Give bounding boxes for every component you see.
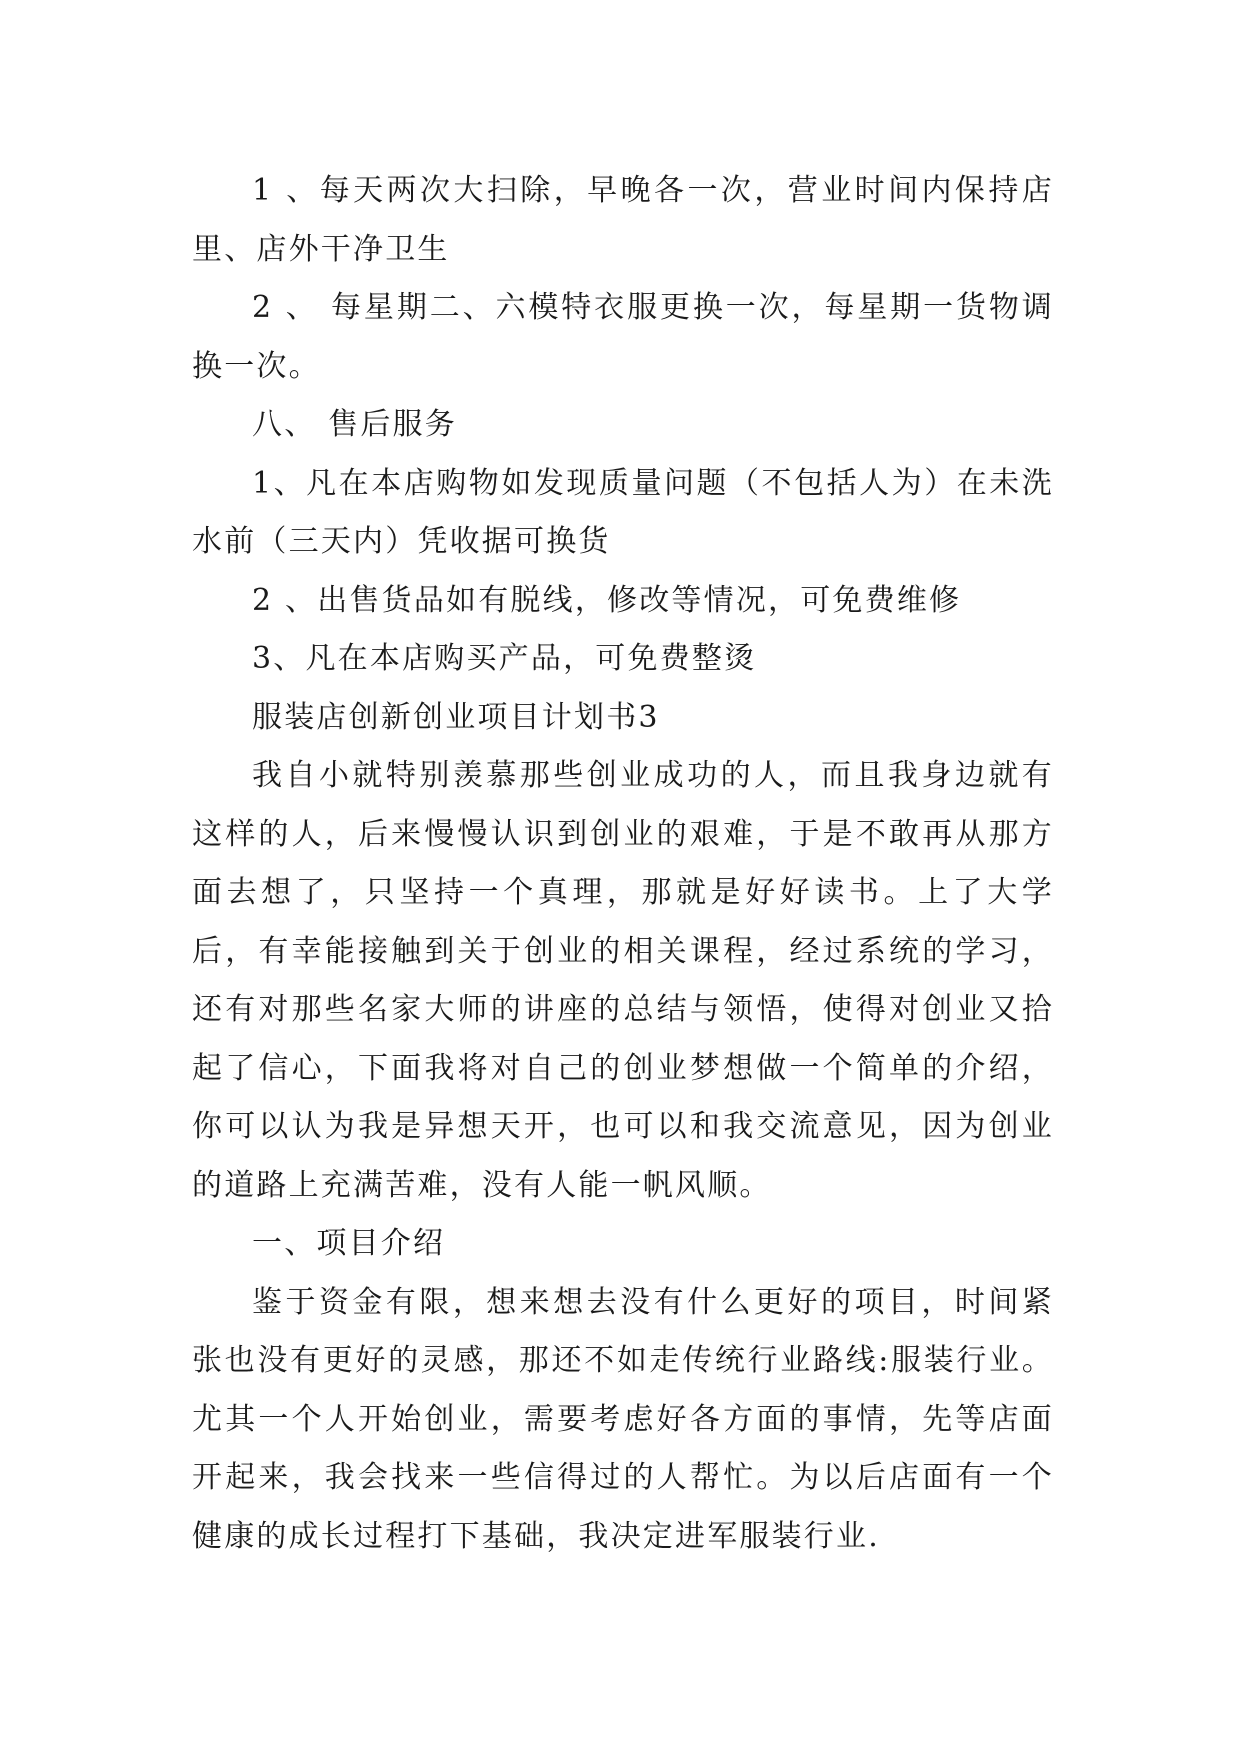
document-body	[192, 162, 1054, 1566]
paragraph-introduction: 我自小就特别羡慕那些创业成功的人，而且我身边就有这样的人，后来慢慢认识到创业的艰难，于是不敢再从那方面去想了，只坚持一个真理，那就是好好读书。上了大学后，有幸能接触到关于创业的相关课程，经过系统的学习，还有对那些名家大师的讲座的总结与领悟，使得对创业又拾起了信心，下面我将对自己的创业梦想做一个简单的介绍，你可以认为我是异想天开，也可以和我交流意见，因为创业的道路上充满苦难，没有人能一帆风顺。	[192, 758, 1054, 1203]
paragraph-mannequin-change: 2 、 每星期二、六模特衣服更换一次，每星期一货物调换一次。	[192, 290, 1054, 384]
paragraph-project-description: 鉴于资金有限，想来想去没有什么更好的项目，时间紧张也没有更好的灵感，那还不如走传统行业路线:服装行业。尤其一个人开始创业，需要考虑好各方面的事情，先等店面开起来，我会找来一些信得过的人帮忙。为以后店面有一个健康的成长过程打下基础，我决定进军服装行业.	[192, 1284, 1054, 1554]
paragraph-exchange-policy: 1、凡在本店购物如发现质量问题（不包括人为）在未洗水前（三天内）凭收据可换货	[192, 465, 1054, 559]
document-title: 服装店创新创业项目计划书3	[252, 699, 660, 735]
paragraph-free-repair: 2 、出售货品如有脱线，修改等情况，可免费维修	[252, 582, 962, 618]
paragraph-free-ironing: 3、凡在本店购买产品，可免费整烫	[252, 641, 757, 676]
section-heading-after-sales: 八、 售后服务	[252, 407, 457, 442]
section-heading-project-intro: 一、项目介绍	[252, 1226, 446, 1261]
paragraph-cleaning-schedule: 1 、每天两次大扫除，早晚各一次，营业时间内保持店里、店外干净卫生	[192, 173, 1054, 267]
